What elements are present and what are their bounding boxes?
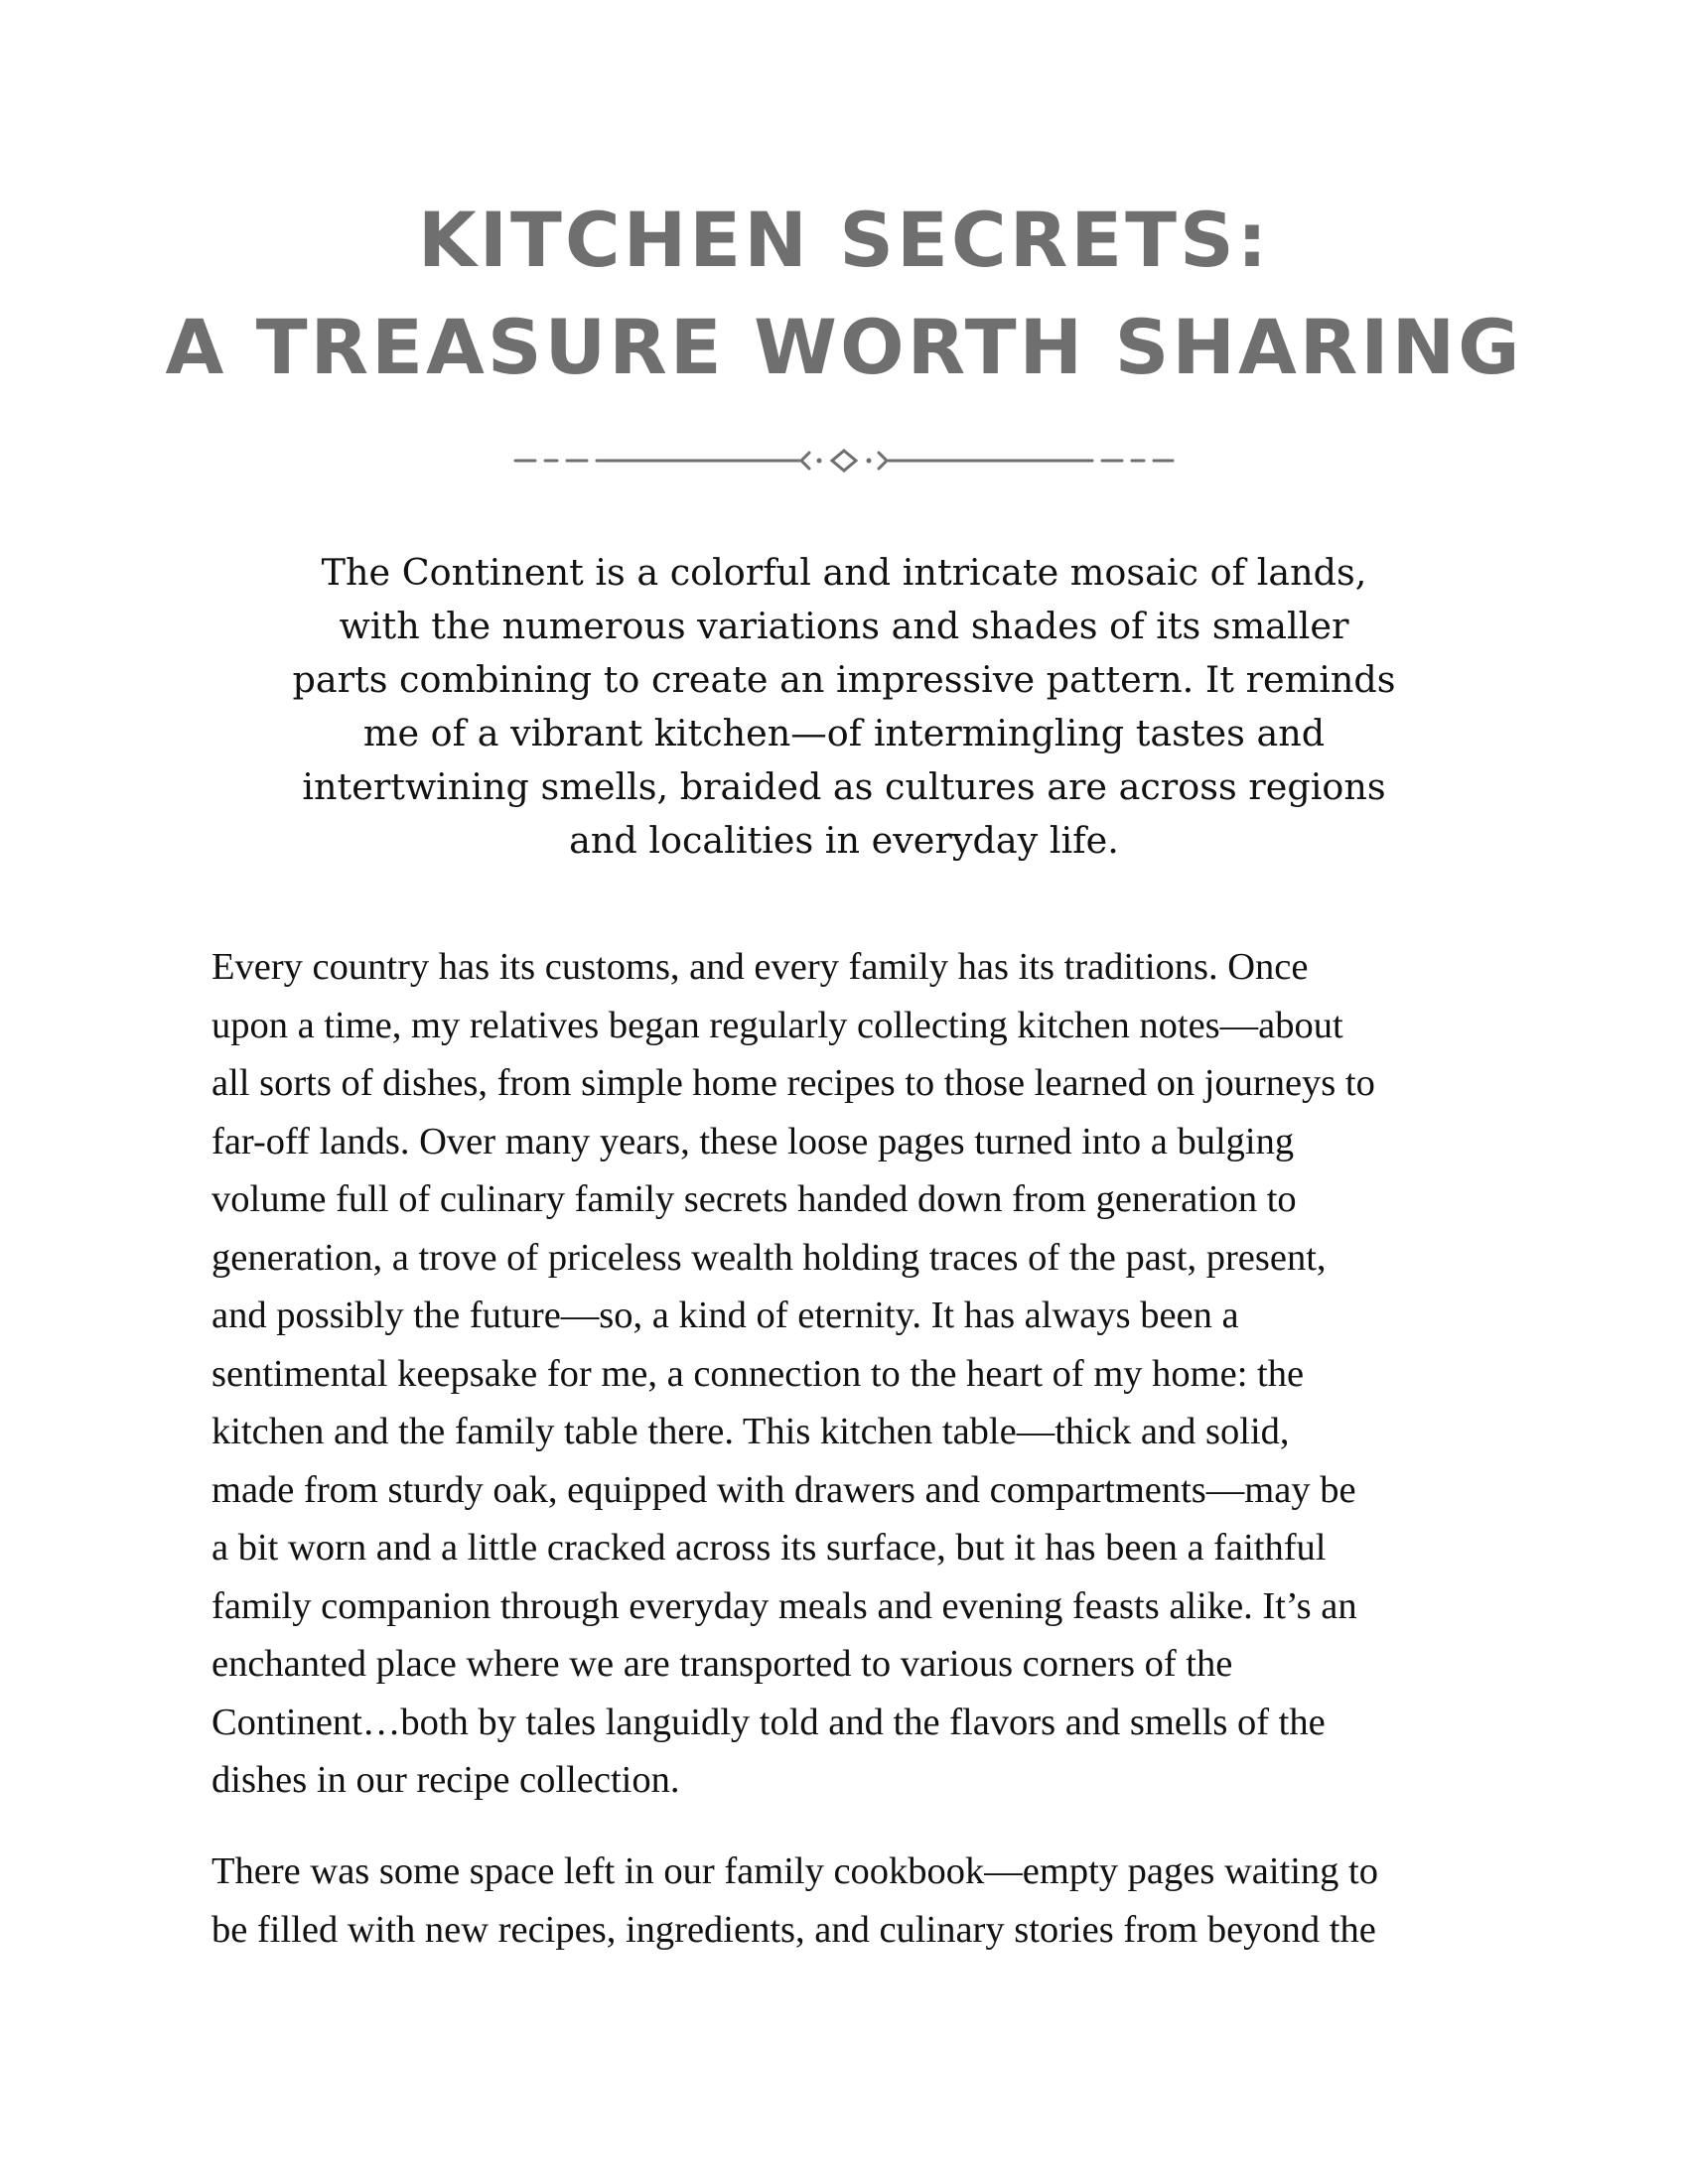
body-line: family companion through everyday meals and evening feasts alike. It’s an xyxy=(211,1584,1357,1627)
body-line: enchanted place where we are transported to various corners of the xyxy=(211,1643,1233,1685)
body-line: be filled with new recipes, ingredients, and culinary stories from beyond the xyxy=(211,1908,1376,1951)
body-line: Continent…both by tales languidly told and the flavors and smells of the xyxy=(211,1701,1326,1743)
intro-line: me of a vibrant kitchen—of intermingling tastes and xyxy=(362,712,1326,754)
body-line: generation, a trove of priceless wealth holding traces of the past, present, xyxy=(211,1236,1327,1279)
intro-paragraph xyxy=(248,546,1440,868)
body-line: There was some space left in our family cookbook—empty pages waiting to xyxy=(211,1850,1379,1892)
intro-line: The Continent is a colorful and intricate mosaic of lands, xyxy=(321,551,1367,594)
body-line: and possibly the future—so, a kind of eternity. It has always been a xyxy=(211,1295,1239,1336)
intro-line: intertwining smells, braided as cultures are across regions xyxy=(302,765,1386,808)
ornamental-divider-icon xyxy=(511,445,1177,477)
body-line: made from sturdy oak, equipped with drawers and compartments—may be xyxy=(211,1468,1356,1511)
body-line: sentimental keepsake for me, a connection to the heart of my home: the xyxy=(211,1352,1305,1395)
body-line: volume full of culinary family secrets handed down from generation to xyxy=(211,1178,1297,1220)
page-title xyxy=(0,187,1688,401)
body-line: dishes in our recipe collection. xyxy=(211,1759,680,1801)
title-line-1: KITCHEN SECRETS: xyxy=(417,196,1271,284)
body-line: far-off lands. Over many years, these loose pages turned into a bulging xyxy=(211,1120,1295,1162)
body-line: all sorts of dishes, from simple home recipes to those learned on journeys to xyxy=(211,1062,1375,1104)
title-line-2: A TREASURE WORTH SHARING xyxy=(165,303,1523,391)
body-paragraph-2 xyxy=(211,1843,1502,1959)
body-line: upon a time, my relatives began regularly collecting kitchen notes—about xyxy=(211,1004,1343,1046)
body-line: kitchen and the family table there. This kitchen table—thick and solid, xyxy=(211,1411,1290,1452)
body-paragraph-1 xyxy=(211,938,1502,1810)
body-line: a bit worn and a little cracked across its surface, but it has been a faithful xyxy=(211,1527,1327,1569)
intro-line: and localities in everyday life. xyxy=(569,819,1119,862)
intro-line: parts combining to create an impressive pattern. It reminds xyxy=(292,658,1396,701)
body-line: Every country has its customs, and every family has its traditions. Once xyxy=(211,946,1309,988)
intro-line: with the numerous variations and shades of its smaller xyxy=(339,605,1349,647)
